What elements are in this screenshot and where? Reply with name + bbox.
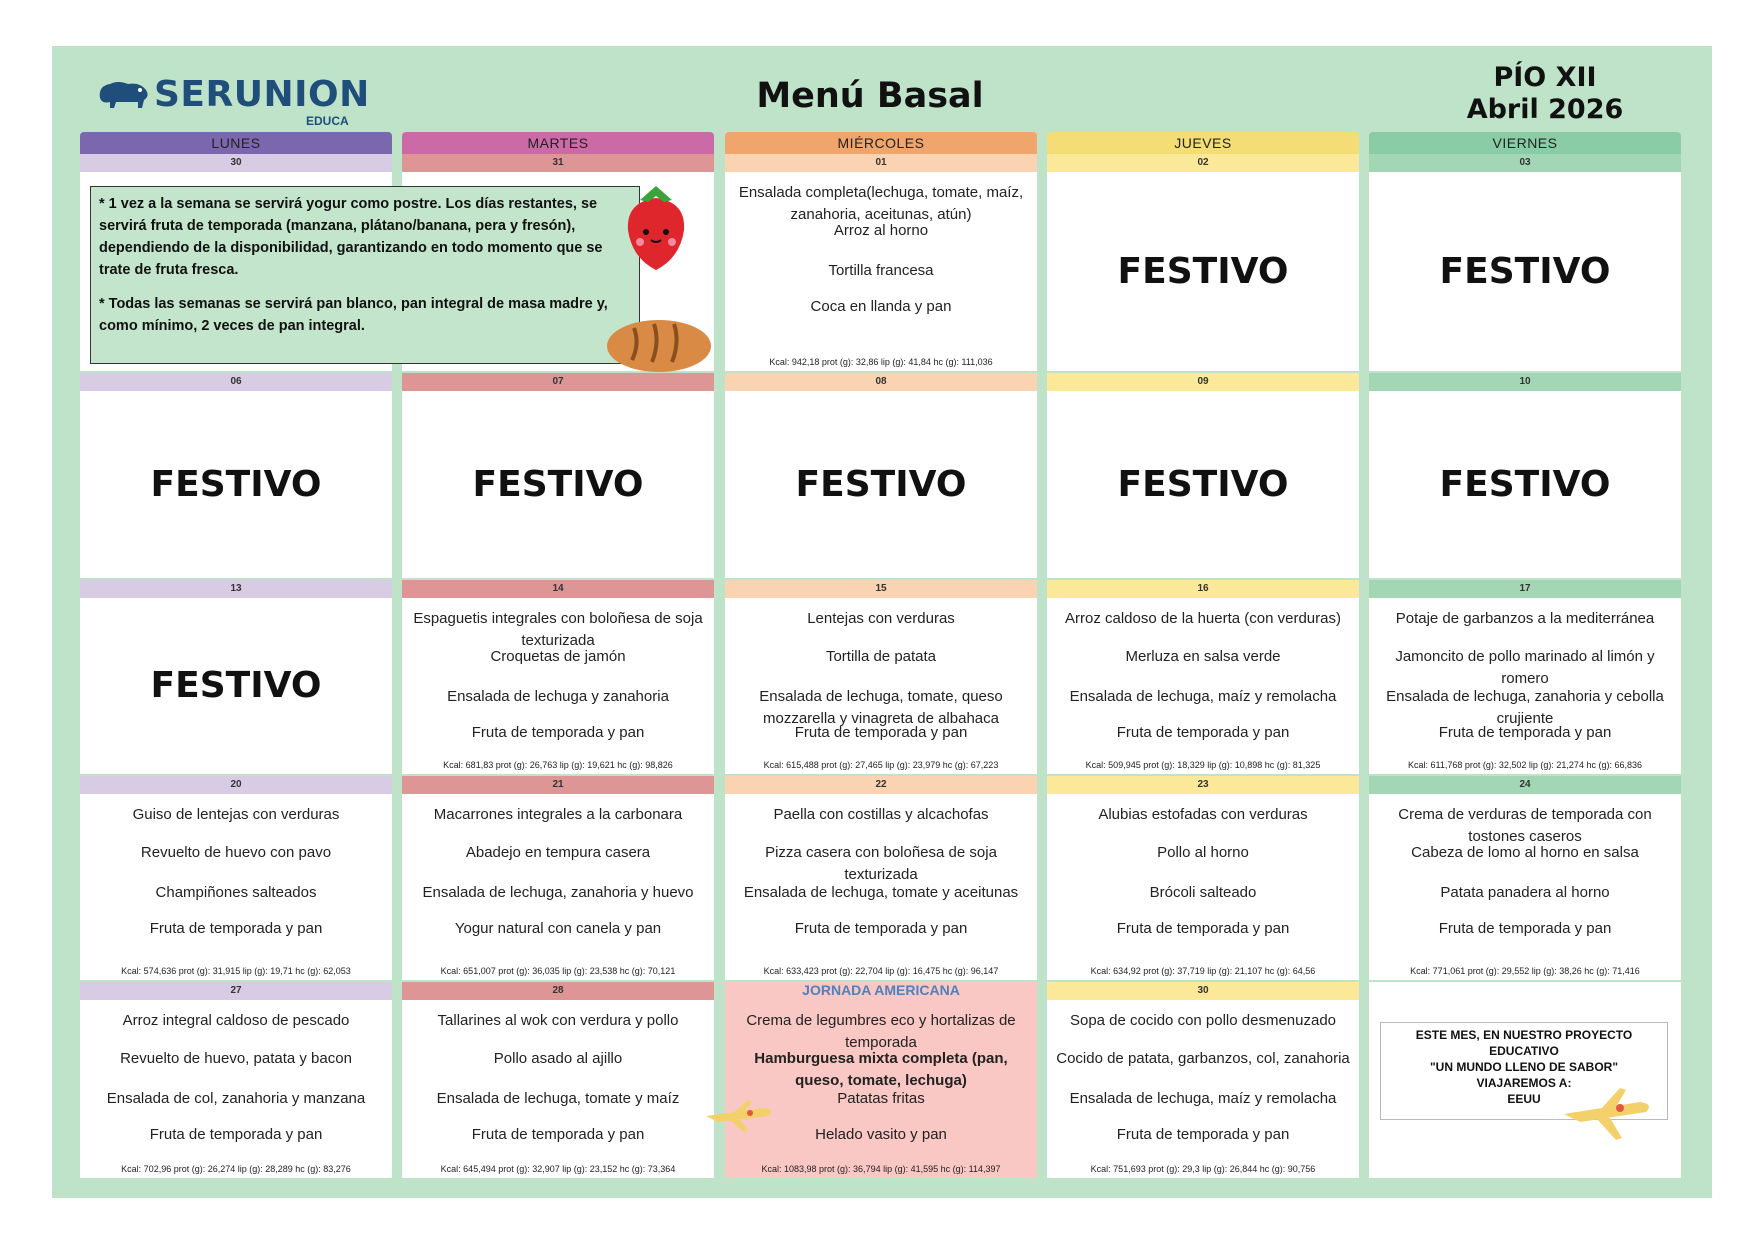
school-name: PÍO XII <box>1493 62 1597 93</box>
day-cell <box>402 580 714 774</box>
dish-item: Crema de legumbres eco y hortalizas de temporada <box>746 1012 1016 1051</box>
date-bar: 23 <box>1047 776 1359 794</box>
dish-item: Alubias estofadas con verduras <box>1098 806 1308 823</box>
date-bar: 27 <box>80 982 392 1000</box>
nutrition-info: Kcal: 574,636 prot (g): 31,915 lip (g): 19,71 hc (g): 62,053 <box>121 966 351 976</box>
project-line-1: ESTE MES, EN NUESTRO PROYECTO <box>1415 1028 1633 1042</box>
date-bar: 13 <box>80 580 392 598</box>
dish-item: Ensalada de lechuga, maíz y remolacha <box>1069 1090 1337 1107</box>
brand-sub: EDUCA <box>306 114 349 128</box>
nutrition-info: Kcal: 611,768 prot (g): 32,502 lip (g): 21,274 hc (g): 66,836 <box>1408 760 1642 770</box>
nutrition-info: Kcal: 651,007 prot (g): 36,035 lip (g): 23,538 hc (g): 70,121 <box>440 966 676 976</box>
dish-item: Coca en llanda y pan <box>810 298 952 315</box>
dish-item: Fruta de temporada y pan <box>471 724 645 741</box>
dish-item: Ensalada de lechuga y zanahoria <box>447 688 669 705</box>
date-bar: 17 <box>1369 580 1681 598</box>
dish-item: Brócoli salteado <box>1149 884 1257 901</box>
dish-item: Arroz integral caldoso de pescado <box>122 1012 350 1029</box>
bison-logo-icon <box>96 78 150 112</box>
festivo-label: FESTIVO <box>472 463 644 505</box>
day-cell <box>725 982 1037 1178</box>
strawberry-icon <box>620 184 692 274</box>
festivo-label: FESTIVO <box>150 463 322 505</box>
day-cell <box>1047 776 1359 980</box>
project-line-3: "UN MUNDO LLENO DE SABOR" <box>1429 1060 1619 1074</box>
day-cell <box>1369 373 1681 578</box>
dish-item: Macarrones integrales a la carbonara <box>433 806 683 823</box>
note-bread: * Todas las semanas se servirá pan blanco, pan integral de masa madre y, como mínimo, 2 veces de pan integral. <box>99 296 608 334</box>
dish-item: Crema de verduras de temporada con tostones caseros <box>1398 806 1652 845</box>
dish-item: Ensalada de lechuga, tomate y maíz <box>436 1090 680 1107</box>
dish-item: Sopa de cocido con pollo desmenuzado <box>1069 1012 1337 1029</box>
dish-item: Cabeza de lomo al horno en salsa <box>1411 844 1639 861</box>
dish-item: Pollo asado al ajillo <box>493 1050 623 1067</box>
festivo-label: FESTIVO <box>1439 250 1611 292</box>
info-note <box>90 186 640 364</box>
dish-item: Tortilla francesa <box>828 262 934 279</box>
date-bar: 30 <box>80 154 392 172</box>
day-header-2: MARTES <box>402 132 714 154</box>
day-cell <box>402 373 714 578</box>
day-cell <box>725 776 1037 980</box>
date-bar: 31 <box>402 154 714 172</box>
dish-item: Ensalada de lechuga, maíz y remolacha <box>1069 688 1337 705</box>
date-bar: 24 <box>1369 776 1681 794</box>
nutrition-info: Kcal: 615,488 prot (g): 27,465 lip (g): 23,979 hc (g): 67,223 <box>763 760 999 770</box>
nutrition-info: Kcal: 1083,98 prot (g): 36,794 lip (g): 41,595 hc (g): 114,397 <box>761 1164 1001 1174</box>
nutrition-info: Kcal: 633,423 prot (g): 22,704 lip (g): 16,475 hc (g): 96,147 <box>763 966 999 976</box>
dish-item: Fruta de temporada y pan <box>1116 920 1290 937</box>
date-bar: 02 <box>1047 154 1359 172</box>
nutrition-info: Kcal: 681,83 prot (g): 26,763 lip (g): 19,621 hc (g): 98,826 <box>443 760 673 770</box>
dish-item: Tallarines al wok con verdura y pollo <box>437 1012 679 1029</box>
date-bar: 28 <box>402 982 714 1000</box>
dish-item: Espaguetis integrales con boloñesa de soja texturizada <box>413 610 703 649</box>
nutrition-info: Kcal: 509,945 prot (g): 18,329 lip (g): 10,898 hc (g): 81,325 <box>1085 760 1321 770</box>
dish-item: Fruta de temporada y pan <box>794 724 968 741</box>
day-header-3: MIÉRCOLES <box>725 132 1037 154</box>
brand-name: SERUNION <box>154 74 370 115</box>
festivo-label: FESTIVO <box>150 665 322 706</box>
day-cell <box>1047 982 1359 1178</box>
day-cell <box>1047 154 1359 371</box>
day-cell <box>725 580 1037 774</box>
festivo-label: FESTIVO <box>1117 463 1289 505</box>
date-bar: 14 <box>402 580 714 598</box>
dish-item: Fruta de temporada y pan <box>1438 724 1612 741</box>
dish-item: Potaje de garbanzos a la mediterránea <box>1395 610 1655 627</box>
date-bar: 10 <box>1369 373 1681 391</box>
festivo-label: FESTIVO <box>1117 250 1289 292</box>
dish-item: Ensalada de lechuga, zanahoria y cebolla crujiente <box>1386 688 1664 727</box>
dish-item: Guiso de lentejas con verduras <box>132 806 340 823</box>
dish-item: Ensalada de lechuga, tomate, queso mozzarella y vinagreta de albahaca <box>759 688 1003 727</box>
date-bar: 01 <box>725 154 1037 172</box>
date-bar: 15 <box>725 580 1037 598</box>
jornada-title: JORNADA AMERICANA <box>802 982 960 998</box>
date-bar: 08 <box>725 373 1037 391</box>
day-cell <box>80 982 392 1178</box>
dish-item: Revuelto de huevo con pavo <box>140 844 332 861</box>
date-bar: 20 <box>80 776 392 794</box>
day-cell <box>80 580 392 774</box>
project-line-4: VIAJAREMOS A: <box>1476 1076 1572 1090</box>
bread-icon <box>604 316 714 374</box>
dish-item: Cocido de patata, garbanzos, col, zanahoria <box>1056 1050 1350 1067</box>
note-fruit: * 1 vez a la semana se servirá yogur como postre. Los días restantes, se servirá fruta de temporada (manzana, plátano/banana, pera y fresón), dependiendo de la disponibilidad, garantizando en todo momento que se trate de fruta fresca. <box>99 196 603 278</box>
dish-item: Patata panadera al horno <box>1440 884 1610 901</box>
nutrition-info: Kcal: 645,494 prot (g): 32,907 lip (g): 23,152 hc (g): 73,364 <box>440 1164 676 1174</box>
dish-item: Ensalada completa(lechuga, tomate, maíz, zanahoria, aceitunas, atún) <box>738 184 1024 223</box>
dish-item: Paella con costillas y alcachofas <box>773 806 989 823</box>
day-cell <box>402 982 714 1178</box>
bottom-bar <box>52 1186 1712 1198</box>
festivo-label: FESTIVO <box>1439 463 1611 505</box>
dish-item: Fruta de temporada y pan <box>149 920 323 937</box>
date-bar: 09 <box>1047 373 1359 391</box>
dish-item: Arroz al horno <box>833 222 929 239</box>
dish-item: Ensalada de lechuga, tomate y aceitunas <box>743 884 1019 901</box>
dish-item: Ensalada de lechuga, zanahoria y huevo <box>422 884 694 901</box>
day-cell <box>1369 776 1681 980</box>
dish-item: Tortilla de patata <box>825 648 937 665</box>
dish-item: Revuelto de huevo, patata y bacon <box>120 1050 352 1067</box>
dish-item: Lentejas con verduras <box>807 610 955 627</box>
airplane-icon-small <box>702 1098 778 1134</box>
page-title: Menú Basal <box>756 76 984 116</box>
nutrition-info: Kcal: 702,96 prot (g): 26,274 lip (g): 28,289 hc (g): 83,276 <box>121 1164 351 1174</box>
day-cell <box>1047 373 1359 578</box>
date-bar: 22 <box>725 776 1037 794</box>
day-header-5: VIERNES <box>1369 132 1681 154</box>
dish-item: Champiñones salteados <box>155 884 317 901</box>
dish-item: Abadejo en tempura casera <box>465 844 651 861</box>
project-line-5: EEUU <box>1507 1092 1541 1106</box>
dish-item: Fruta de temporada y pan <box>149 1126 323 1143</box>
dish-item: Jamoncito de pollo marinado al limón y romero <box>1395 648 1655 687</box>
serunion-logo <box>96 74 370 130</box>
day-header-1: LUNES <box>80 132 392 154</box>
project-line-2: EDUCATIVO <box>1489 1044 1559 1058</box>
day-header-4: JUEVES <box>1047 132 1359 154</box>
date-bar: 16 <box>1047 580 1359 598</box>
day-cell <box>402 776 714 980</box>
day-cell <box>725 373 1037 578</box>
dish-item: Patatas fritas <box>837 1090 925 1107</box>
day-cell <box>725 154 1037 371</box>
dish-item: Ensalada de col, zanahoria y manzana <box>106 1090 366 1107</box>
dish-item: Pizza casera con boloñesa de soja texturizada <box>765 844 997 883</box>
day-cell <box>1047 580 1359 774</box>
dish-item: Fruta de temporada y pan <box>1116 1126 1290 1143</box>
dish-item: Fruta de temporada y pan <box>471 1126 645 1143</box>
dish-item: Arroz caldoso de la huerta (con verduras) <box>1065 610 1341 627</box>
day-cell <box>80 776 392 980</box>
dish-item: Fruta de temporada y pan <box>794 920 968 937</box>
dish-item: Helado vasito y pan <box>815 1126 947 1143</box>
dish-item: Fruta de temporada y pan <box>1116 724 1290 741</box>
dish-item: Yogur natural con canela y pan <box>454 920 662 937</box>
nutrition-info: Kcal: 634,92 prot (g): 37,719 lip (g): 21,107 hc (g): 64,56 <box>1090 966 1316 976</box>
date-bar: 30 <box>1047 982 1359 1000</box>
school-block <box>1440 62 1650 126</box>
date-bar: 03 <box>1369 154 1681 172</box>
day-cell <box>1369 580 1681 774</box>
festivo-label: FESTIVO <box>795 463 967 505</box>
month-label: Abril 2026 <box>1466 94 1624 125</box>
dish-item: Pollo al horno <box>1157 844 1249 861</box>
date-bar: 21 <box>402 776 714 794</box>
date-bar: 06 <box>80 373 392 391</box>
nutrition-info: Kcal: 771,061 prot (g): 29,552 lip (g): 38,26 hc (g): 71,416 <box>1410 966 1640 976</box>
day-cell <box>80 373 392 578</box>
day-cell <box>1369 154 1681 371</box>
dish-item: Merluza en salsa verde <box>1125 648 1281 665</box>
dish-item: Hamburguesa mixta completa (pan, queso, tomate, lechuga) <box>754 1050 1008 1089</box>
nutrition-info: Kcal: 751,693 prot (g): 29,3 lip (g): 26,844 hc (g): 90,756 <box>1090 1164 1316 1174</box>
nutrition-info: Kcal: 942,18 prot (g): 32,86 lip (g): 41,84 hc (g): 111,036 <box>769 357 993 367</box>
dish-item: Croquetas de jamón <box>490 648 626 665</box>
dish-item: Fruta de temporada y pan <box>1438 920 1612 937</box>
airplane-icon <box>1560 1084 1656 1144</box>
date-bar: 07 <box>402 373 714 391</box>
